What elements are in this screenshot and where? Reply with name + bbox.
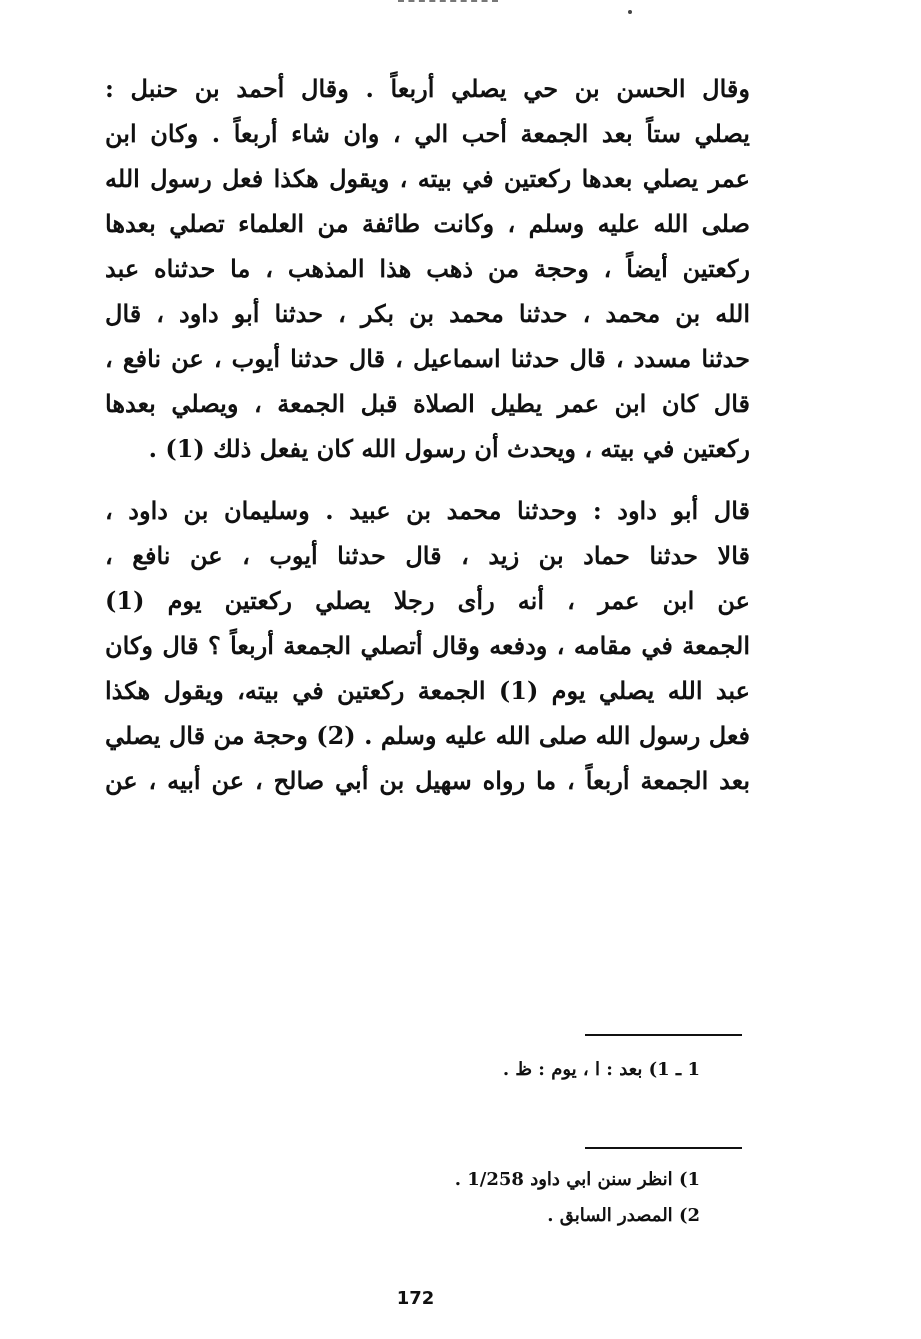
text-line: وقال الحسن بن حي يصلي أربعاً . وقال أحمد بن حنبل : bbox=[105, 74, 750, 103]
paragraph-1 bbox=[105, 66, 750, 471]
top-speck bbox=[628, 10, 632, 14]
text-line: ركعتين أيضاً ، وحجة من ذهب هذا المذهب ، ما حدثناه عبد bbox=[105, 254, 750, 283]
footnote-2: 2) المصدر السابق . bbox=[547, 1205, 700, 1226]
text-line: عن ابن عمر ، أنه رأى رجلا يصلي ركعتين يوم (1) bbox=[105, 586, 750, 615]
variant-note: 1 ـ 1) بعد : ا ، يوم : ظ . bbox=[502, 1059, 700, 1080]
text-line: قالا حدثنا حماد بن زيد ، قال حدثنا أيوب ، عن نافع ، bbox=[105, 541, 750, 570]
text-line: الجمعة في مقامه ، ودفعه وقال أتصلي الجمعة أربعاً ؟ قال وكان bbox=[105, 631, 750, 660]
footnote-1: 1) انظر سنن ابي داود 1/258 . bbox=[454, 1169, 700, 1190]
text-line: ركعتين في بيته ، ويحدث أن رسول الله كان يفعل ذلك (1) . bbox=[148, 434, 750, 463]
top-edge-mark bbox=[398, 0, 498, 6]
text-line: عمر يصلي بعدها ركعتين في بيته ، ويقول هكذا فعل رسول الله bbox=[105, 164, 750, 193]
paragraph-2 bbox=[105, 488, 750, 803]
text-line: حدثنا مسدد ، قال حدثنا اسماعيل ، قال حدثنا أيوب ، عن نافع ، bbox=[105, 344, 750, 373]
footnote-divider bbox=[585, 1034, 742, 1036]
text-line: صلى الله عليه وسلم ، وكانت طائفة من العلماء تصلي بعدها bbox=[105, 209, 750, 238]
page-number: 172 bbox=[396, 1288, 435, 1309]
text-line: عبد الله يصلي يوم (1) الجمعة ركعتين في بيته، ويقول هكذا bbox=[105, 676, 750, 705]
footnote-divider bbox=[585, 1147, 742, 1149]
text-line: قال كان ابن عمر يطيل الصلاة قبل الجمعة ، ويصلي بعدها bbox=[105, 389, 750, 418]
text-line: بعد الجمعة أربعاً ، ما رواه سهيل بن أبي صالح ، عن أبيه ، عن bbox=[105, 766, 750, 795]
text-line: الله بن محمد ، حدثنا محمد بن بكر ، حدثنا أبو داود ، قال bbox=[105, 299, 750, 328]
text-line: فعل رسول الله صلى الله عليه وسلم . (2) وحجة من قال يصلي bbox=[105, 721, 750, 750]
text-line: قال أبو داود : وحدثنا محمد بن عبيد . وسليمان بن داود ، bbox=[105, 496, 750, 525]
text-line: يصلي ستاً بعد الجمعة أحب الي ، وان شاء أربعاً . وكان ابن bbox=[105, 119, 750, 148]
